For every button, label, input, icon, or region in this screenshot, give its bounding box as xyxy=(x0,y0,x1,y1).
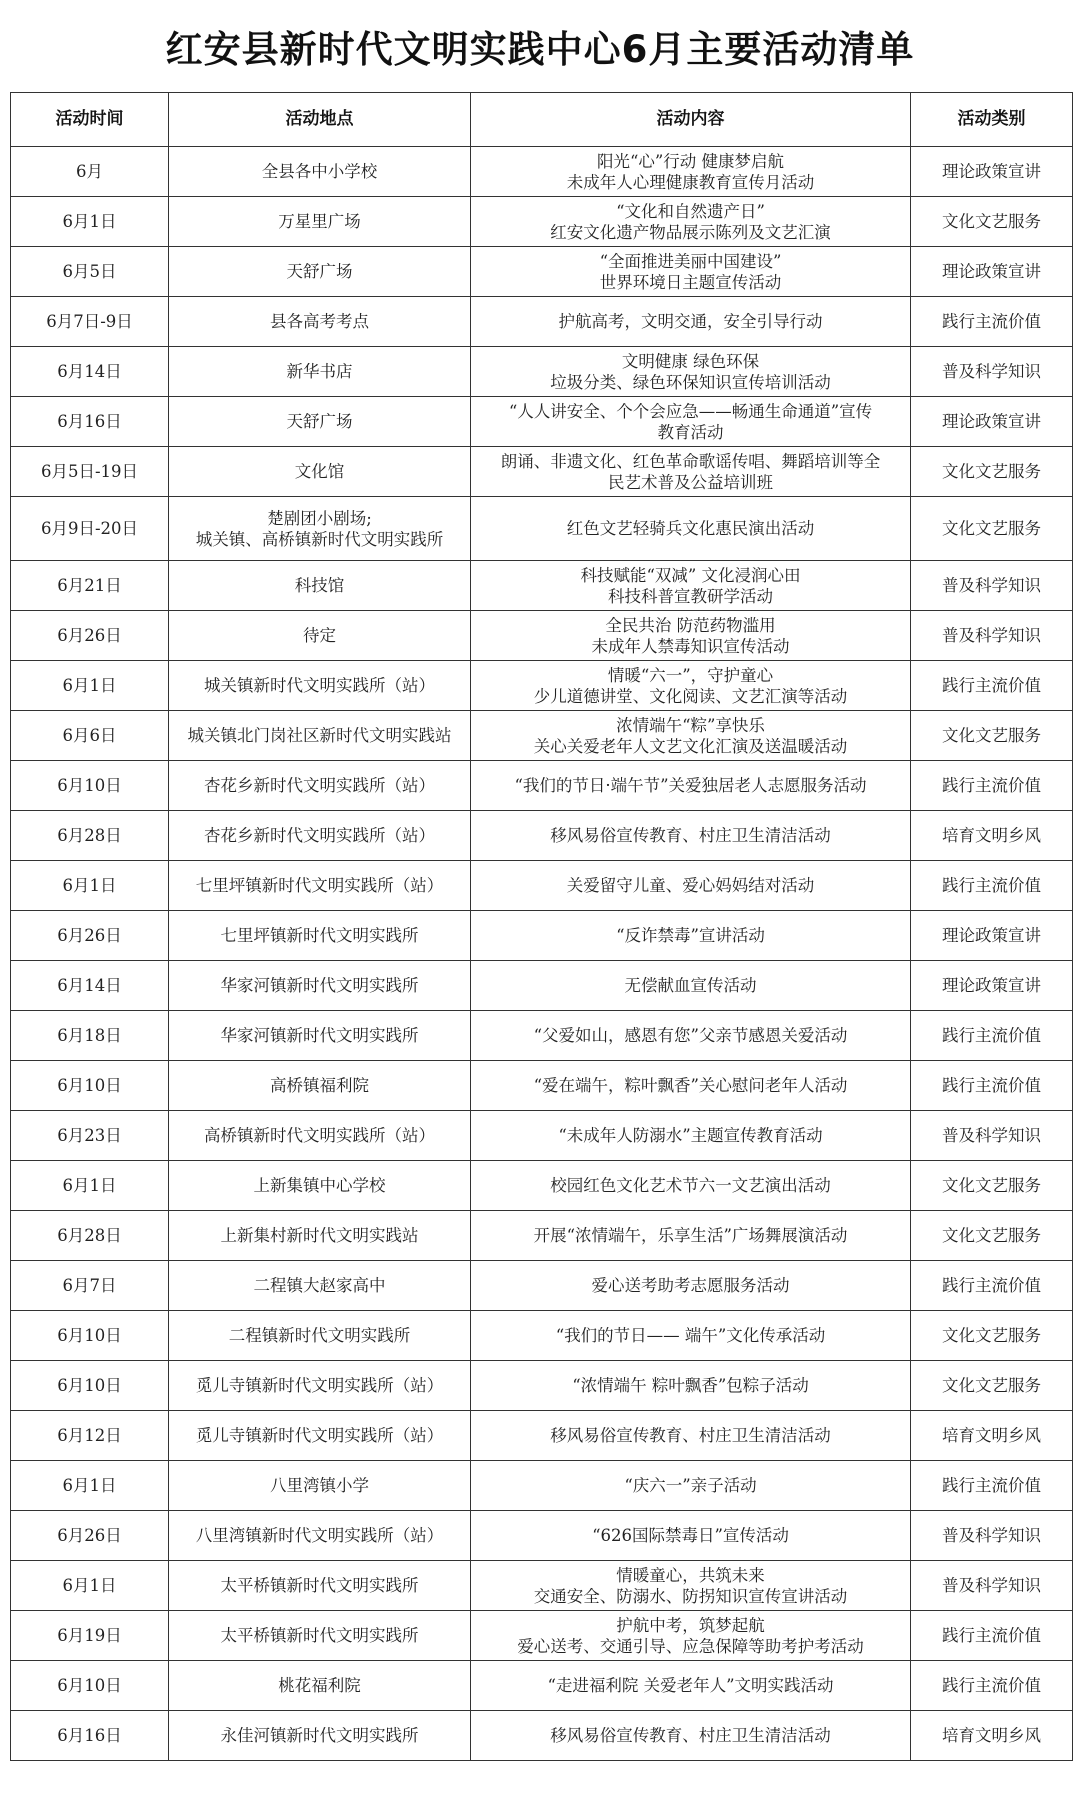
table-row xyxy=(11,297,1073,347)
cell-time: 6月7日 xyxy=(11,1261,169,1311)
content-line: “庆六一”亲子活动 xyxy=(624,1476,757,1495)
content-line: 未成年人心理健康教育宣传月活动 xyxy=(566,172,815,192)
content-line: 科技赋能“双减” 文化浸润心田 xyxy=(580,565,801,585)
place-line: 天舒广场 xyxy=(286,262,353,281)
cell-time: 6月6日 xyxy=(11,711,169,761)
table-row xyxy=(11,711,1073,761)
cell-place xyxy=(169,1211,471,1261)
table-row xyxy=(11,1411,1073,1461)
content-line: 未成年人禁毒知识宣传活动 xyxy=(591,636,790,656)
cell-time: 6月1日 xyxy=(11,1461,169,1511)
cell-category: 践行主流价值 xyxy=(911,1661,1073,1711)
cell-place xyxy=(169,497,471,561)
cell-place xyxy=(169,1161,471,1211)
cell-place xyxy=(169,1111,471,1161)
cell-category: 践行主流价值 xyxy=(911,1261,1073,1311)
header-content: 活动内容 xyxy=(471,93,911,147)
content-line: 浓情端午“粽”享快乐 xyxy=(616,715,765,735)
activity-table xyxy=(10,92,1073,1761)
cell-category: 普及科学知识 xyxy=(911,1511,1073,1561)
cell-place xyxy=(169,1261,471,1311)
cell-content xyxy=(471,1361,911,1411)
place-line: 太平桥镇新时代文明实践所 xyxy=(220,1626,419,1645)
cell-time: 6月16日 xyxy=(11,397,169,447)
place-line: 桃花福利院 xyxy=(278,1676,361,1695)
table-row xyxy=(11,1561,1073,1611)
cell-category: 文化文艺服务 xyxy=(911,447,1073,497)
content-line: 少儿道德讲堂、文化阅读、文艺汇演等活动 xyxy=(533,686,848,706)
cell-time: 6月 xyxy=(11,147,169,197)
table-row xyxy=(11,961,1073,1011)
content-line: 世界环境日主题宣传活动 xyxy=(599,272,782,292)
table-row xyxy=(11,811,1073,861)
place-line: 楚剧团小剧场; xyxy=(267,508,372,528)
content-line: 移风易俗宣传教育、村庄卫生清洁活动 xyxy=(550,826,831,845)
content-line: “626国际禁毒日”宣传活动 xyxy=(592,1526,789,1545)
place-line: 觅儿寺镇新时代文明实践所（站） xyxy=(195,1376,444,1395)
cell-place xyxy=(169,561,471,611)
table-row xyxy=(11,197,1073,247)
place-line: 上新集镇中心学校 xyxy=(253,1176,386,1195)
table-row xyxy=(11,561,1073,611)
cell-time: 6月21日 xyxy=(11,561,169,611)
cell-category: 践行主流价值 xyxy=(911,861,1073,911)
cell-category: 践行主流价值 xyxy=(911,297,1073,347)
cell-place xyxy=(169,911,471,961)
cell-category: 文化文艺服务 xyxy=(911,497,1073,561)
cell-category: 文化文艺服务 xyxy=(911,711,1073,761)
cell-place xyxy=(169,397,471,447)
cell-category: 培育文明乡风 xyxy=(911,1711,1073,1761)
cell-content xyxy=(471,1111,911,1161)
cell-time: 6月10日 xyxy=(11,1661,169,1711)
cell-time: 6月18日 xyxy=(11,1011,169,1061)
cell-place xyxy=(169,1611,471,1661)
content-line: “走进福利院 关爱老年人”文明实践活动 xyxy=(547,1676,834,1695)
cell-time: 6月10日 xyxy=(11,1311,169,1361)
content-line: 阳光“心”行动 健康梦启航 xyxy=(596,151,785,171)
table-row xyxy=(11,347,1073,397)
table-row xyxy=(11,1511,1073,1561)
cell-place xyxy=(169,297,471,347)
content-line: “爱在端午，粽叶飘香”关心慰问老年人活动 xyxy=(533,1076,848,1095)
place-line: 待定 xyxy=(303,626,336,645)
place-line: 城关镇、高桥镇新时代文明实践所 xyxy=(195,529,444,549)
cell-time: 6月5日 xyxy=(11,247,169,297)
place-line: 二程镇新时代文明实践所 xyxy=(228,1326,411,1345)
cell-time: 6月26日 xyxy=(11,911,169,961)
cell-place xyxy=(169,247,471,297)
cell-place xyxy=(169,711,471,761)
cell-place xyxy=(169,1661,471,1711)
cell-content xyxy=(471,297,911,347)
header-row xyxy=(11,93,1073,147)
place-line: 七里坪镇新时代文明实践所 xyxy=(220,926,419,945)
cell-place xyxy=(169,447,471,497)
cell-content xyxy=(471,1661,911,1711)
cell-category: 文化文艺服务 xyxy=(911,1211,1073,1261)
content-line: “反诈禁毒”宣讲活动 xyxy=(616,926,765,945)
cell-category: 普及科学知识 xyxy=(911,611,1073,661)
cell-place xyxy=(169,1711,471,1761)
cell-place xyxy=(169,611,471,661)
cell-content xyxy=(471,397,911,447)
place-line: 城关镇北门岗社区新时代文明实践站 xyxy=(187,726,452,745)
cell-content xyxy=(471,561,911,611)
table-row xyxy=(11,247,1073,297)
cell-category: 理论政策宣讲 xyxy=(911,961,1073,1011)
place-line: 觅儿寺镇新时代文明实践所（站） xyxy=(195,1426,444,1445)
table-row xyxy=(11,1211,1073,1261)
place-line: 华家河镇新时代文明实践所 xyxy=(220,976,419,995)
cell-category: 理论政策宣讲 xyxy=(911,147,1073,197)
cell-content xyxy=(471,1461,911,1511)
cell-time: 6月1日 xyxy=(11,197,169,247)
cell-category: 践行主流价值 xyxy=(911,1061,1073,1111)
cell-category: 理论政策宣讲 xyxy=(911,247,1073,297)
cell-category: 培育文明乡风 xyxy=(911,1411,1073,1461)
cell-content xyxy=(471,1261,911,1311)
place-line: 城关镇新时代文明实践所（站） xyxy=(204,676,435,695)
cell-place xyxy=(169,147,471,197)
content-line: 无偿献血宣传活动 xyxy=(624,976,757,995)
content-line: 垃圾分类、绿色环保知识宣传培训活动 xyxy=(550,372,831,392)
cell-category: 践行主流价值 xyxy=(911,1611,1073,1661)
place-line: 二程镇大赵家高中 xyxy=(253,1276,386,1295)
table-row xyxy=(11,861,1073,911)
content-line: “我们的节日·端午节”关爱独居老人志愿服务活动 xyxy=(514,776,867,795)
cell-place xyxy=(169,197,471,247)
table-row xyxy=(11,1061,1073,1111)
cell-place xyxy=(169,661,471,711)
cell-category: 践行主流价值 xyxy=(911,661,1073,711)
cell-category: 践行主流价值 xyxy=(911,761,1073,811)
table-row xyxy=(11,1111,1073,1161)
header-time: 活动时间 xyxy=(11,93,169,147)
cell-time: 6月14日 xyxy=(11,347,169,397)
cell-place xyxy=(169,1561,471,1611)
table-row xyxy=(11,611,1073,661)
place-line: 文化馆 xyxy=(294,462,345,481)
content-line: 全民共治 防范药物滥用 xyxy=(605,615,776,635)
cell-content xyxy=(471,1161,911,1211)
cell-time: 6月12日 xyxy=(11,1411,169,1461)
table-row xyxy=(11,1361,1073,1411)
content-line: 爱心送考助考志愿服务活动 xyxy=(591,1276,790,1295)
cell-content xyxy=(471,147,911,197)
content-line: “全面推进美丽中国建设” xyxy=(599,251,782,271)
cell-time: 6月10日 xyxy=(11,761,169,811)
cell-time: 6月16日 xyxy=(11,1711,169,1761)
content-line: 情暖童心，共筑未来 xyxy=(616,1565,765,1585)
content-line: 爱心送考、交通引导、应急保障等助考护考活动 xyxy=(517,1636,864,1656)
cell-category: 文化文艺服务 xyxy=(911,1361,1073,1411)
cell-category: 理论政策宣讲 xyxy=(911,397,1073,447)
cell-content xyxy=(471,661,911,711)
cell-time: 6月26日 xyxy=(11,1511,169,1561)
table-row xyxy=(11,147,1073,197)
cell-content xyxy=(471,611,911,661)
content-line: “父爱如山，感恩有您”父亲节感恩关爱活动 xyxy=(533,1026,848,1045)
cell-time: 6月9日-20日 xyxy=(11,497,169,561)
cell-category: 普及科学知识 xyxy=(911,1111,1073,1161)
table-row xyxy=(11,1011,1073,1061)
place-line: 上新集村新时代文明实践站 xyxy=(220,1226,419,1245)
cell-place xyxy=(169,811,471,861)
table-row xyxy=(11,761,1073,811)
cell-place xyxy=(169,1011,471,1061)
content-line: 科技科普宣教研学活动 xyxy=(608,586,773,606)
cell-time: 6月1日 xyxy=(11,661,169,711)
cell-time: 6月26日 xyxy=(11,611,169,661)
cell-content xyxy=(471,961,911,1011)
place-line: 华家河镇新时代文明实践所 xyxy=(220,1026,419,1045)
place-line: 天舒广场 xyxy=(286,412,353,431)
cell-place xyxy=(169,761,471,811)
cell-content xyxy=(471,1211,911,1261)
cell-place xyxy=(169,1361,471,1411)
content-line: “文化和自然遗产日” xyxy=(616,201,765,221)
cell-category: 文化文艺服务 xyxy=(911,1311,1073,1361)
place-line: 杏花乡新时代文明实践所（站） xyxy=(204,776,435,795)
cell-category: 践行主流价值 xyxy=(911,1011,1073,1061)
table-row xyxy=(11,911,1073,961)
cell-time: 6月1日 xyxy=(11,1561,169,1611)
cell-content xyxy=(471,1611,911,1661)
cell-place xyxy=(169,1411,471,1461)
place-line: 全县各中小学校 xyxy=(261,162,378,181)
cell-category: 普及科学知识 xyxy=(911,347,1073,397)
cell-time: 6月5日-19日 xyxy=(11,447,169,497)
content-line: 交通安全、防溺水、防拐知识宣传宣讲活动 xyxy=(533,1586,848,1606)
table-row xyxy=(11,397,1073,447)
table-row xyxy=(11,1661,1073,1711)
content-line: 关爱留守儿童、爱心妈妈结对活动 xyxy=(566,876,815,895)
table-row xyxy=(11,1261,1073,1311)
content-line: “我们的节日—— 端午”文化传承活动 xyxy=(555,1326,826,1345)
place-line: 县各高考考点 xyxy=(270,312,369,331)
place-line: 杏花乡新时代文明实践所（站） xyxy=(204,826,435,845)
place-line: 八里湾镇新时代文明实践所（站） xyxy=(195,1526,444,1545)
content-line: “浓情端午 粽叶飘香”包粽子活动 xyxy=(572,1376,809,1395)
cell-time: 6月23日 xyxy=(11,1111,169,1161)
document-title: 红安县新时代文明实践中心6月主要活动清单 xyxy=(165,28,915,71)
cell-time: 6月10日 xyxy=(11,1061,169,1111)
cell-time: 6月19日 xyxy=(11,1611,169,1661)
cell-place xyxy=(169,1461,471,1511)
content-line: 情暖“六一”，守护童心 xyxy=(607,665,774,685)
table-row xyxy=(11,1461,1073,1511)
cell-time: 6月28日 xyxy=(11,811,169,861)
cell-category: 文化文艺服务 xyxy=(911,197,1073,247)
cell-place xyxy=(169,861,471,911)
cell-time: 6月7日-9日 xyxy=(11,297,169,347)
cell-content xyxy=(471,197,911,247)
cell-category: 文化文艺服务 xyxy=(911,1161,1073,1211)
table-row xyxy=(11,661,1073,711)
header-place: 活动地点 xyxy=(169,93,471,147)
content-line: 关心关爱老年人文艺文化汇演及送温暖活动 xyxy=(533,736,848,756)
cell-category: 普及科学知识 xyxy=(911,561,1073,611)
table-row xyxy=(11,447,1073,497)
content-line: 文明健康 绿色环保 xyxy=(621,351,760,371)
cell-time: 6月1日 xyxy=(11,1161,169,1211)
cell-content xyxy=(471,447,911,497)
content-line: 红安文化遗产物品展示陈列及文艺汇演 xyxy=(550,222,831,242)
place-line: 高桥镇新时代文明实践所（站） xyxy=(204,1126,435,1145)
cell-content xyxy=(471,1711,911,1761)
cell-content xyxy=(471,1011,911,1061)
cell-content xyxy=(471,761,911,811)
cell-content xyxy=(471,1061,911,1111)
place-line: 新华书店 xyxy=(286,362,353,381)
cell-content xyxy=(471,247,911,297)
cell-content xyxy=(471,1411,911,1461)
cell-content xyxy=(471,1561,911,1611)
content-line: 红色文艺轻骑兵文化惠民演出活动 xyxy=(566,519,815,538)
place-line: 高桥镇福利院 xyxy=(270,1076,369,1095)
cell-place xyxy=(169,1511,471,1561)
content-line: “未成年人防溺水”主题宣传教育活动 xyxy=(558,1126,823,1145)
place-line: 永佳河镇新时代文明实践所 xyxy=(220,1726,419,1745)
cell-content xyxy=(471,497,911,561)
content-line: 民艺术普及公益培训班 xyxy=(608,472,773,492)
table-body xyxy=(11,147,1073,1761)
cell-category: 普及科学知识 xyxy=(911,1561,1073,1611)
content-line: 移风易俗宣传教育、村庄卫生清洁活动 xyxy=(550,1426,831,1445)
content-line: “人人讲安全、个个会应急——畅通生命通道”宣传 xyxy=(508,401,873,421)
table-row xyxy=(11,1311,1073,1361)
cell-content xyxy=(471,911,911,961)
place-line: 万星里广场 xyxy=(278,212,361,231)
content-line: 移风易俗宣传教育、村庄卫生清洁活动 xyxy=(550,1726,831,1745)
cell-content xyxy=(471,1311,911,1361)
cell-content xyxy=(471,711,911,761)
content-line: 护航高考，文明交通，安全引导行动 xyxy=(558,312,823,331)
cell-time: 6月1日 xyxy=(11,861,169,911)
content-line: 护航中考，筑梦起航 xyxy=(616,1615,765,1635)
cell-time: 6月28日 xyxy=(11,1211,169,1261)
cell-time: 6月14日 xyxy=(11,961,169,1011)
cell-content xyxy=(471,347,911,397)
place-line: 太平桥镇新时代文明实践所 xyxy=(220,1576,419,1595)
cell-category: 理论政策宣讲 xyxy=(911,911,1073,961)
cell-content xyxy=(471,811,911,861)
cell-time: 6月10日 xyxy=(11,1361,169,1411)
table-row xyxy=(11,497,1073,561)
place-line: 八里湾镇小学 xyxy=(270,1476,369,1495)
content-line: 开展“浓情端午，乐享生活”广场舞展演活动 xyxy=(533,1226,848,1245)
content-line: 校园红色文化艺术节六一文艺演出活动 xyxy=(550,1176,831,1195)
content-line: 朗诵、非遗文化、红色革命歌谣传唱、舞蹈培训等全 xyxy=(500,451,881,471)
table-row xyxy=(11,1611,1073,1661)
cell-category: 培育文明乡风 xyxy=(911,811,1073,861)
table-row xyxy=(11,1161,1073,1211)
table-row xyxy=(11,1711,1073,1761)
cell-content xyxy=(471,861,911,911)
content-line: 教育活动 xyxy=(657,422,724,442)
cell-place xyxy=(169,1311,471,1361)
cell-category: 践行主流价值 xyxy=(911,1461,1073,1511)
cell-place xyxy=(169,961,471,1011)
place-line: 科技馆 xyxy=(294,576,345,595)
cell-place xyxy=(169,347,471,397)
cell-content xyxy=(471,1511,911,1561)
cell-place xyxy=(169,1061,471,1111)
header-category: 活动类别 xyxy=(911,93,1073,147)
place-line: 七里坪镇新时代文明实践所（站） xyxy=(195,876,444,895)
